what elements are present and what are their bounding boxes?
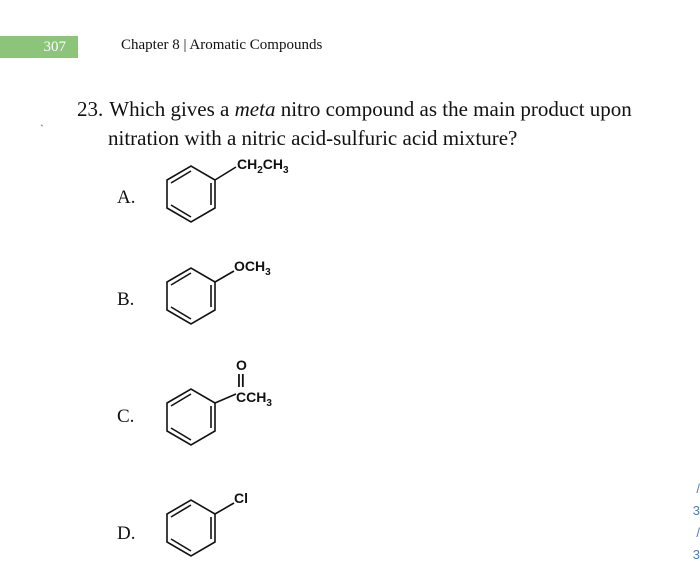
page-number-badge — [0, 36, 78, 58]
benzene-ring-icon — [167, 268, 234, 324]
option-a-structure — [160, 153, 340, 228]
option-b-structure — [160, 255, 340, 330]
question-number: 23. — [77, 97, 104, 121]
benzene-ring-icon — [167, 166, 236, 222]
question-line-1 — [77, 95, 667, 124]
stray-mark: ` — [40, 122, 44, 136]
substituent-label: $OCH_3$ — [234, 258, 271, 278]
substituent-label: Cl — [234, 490, 248, 506]
question-text — [77, 95, 667, 153]
option-a-label: A. — [117, 187, 136, 208]
carbonyl-oxygen: O — [236, 357, 247, 373]
chapter-title: Chapter 8 | Aromatic Compounds — [121, 37, 323, 53]
carbonyl-double-bond: || — [237, 371, 245, 387]
edge-marks: / 3 / 3 — [692, 481, 700, 562]
benzene-ring-icon — [167, 389, 236, 445]
substituent-label: $CH_2CH_3$ — [237, 156, 289, 176]
question-text-after: nitro compound as the main product upon — [275, 97, 632, 121]
question-text-before: Which gives a — [109, 97, 235, 121]
benzene-ring-icon — [167, 500, 234, 556]
option-d-structure — [160, 487, 340, 562]
option-d-label: D. — [117, 523, 136, 544]
question-emphasis: meta — [234, 97, 276, 121]
option-c-structure — [160, 352, 340, 452]
option-b-label: B. — [117, 289, 135, 310]
question-line-2: nitration with a nitric acid-sulfuric acid mixture? — [108, 126, 518, 150]
substituent-label: $CCH_3$ — [236, 389, 272, 409]
page-number: 307 — [43, 38, 66, 55]
option-c-label: C. — [117, 406, 135, 427]
